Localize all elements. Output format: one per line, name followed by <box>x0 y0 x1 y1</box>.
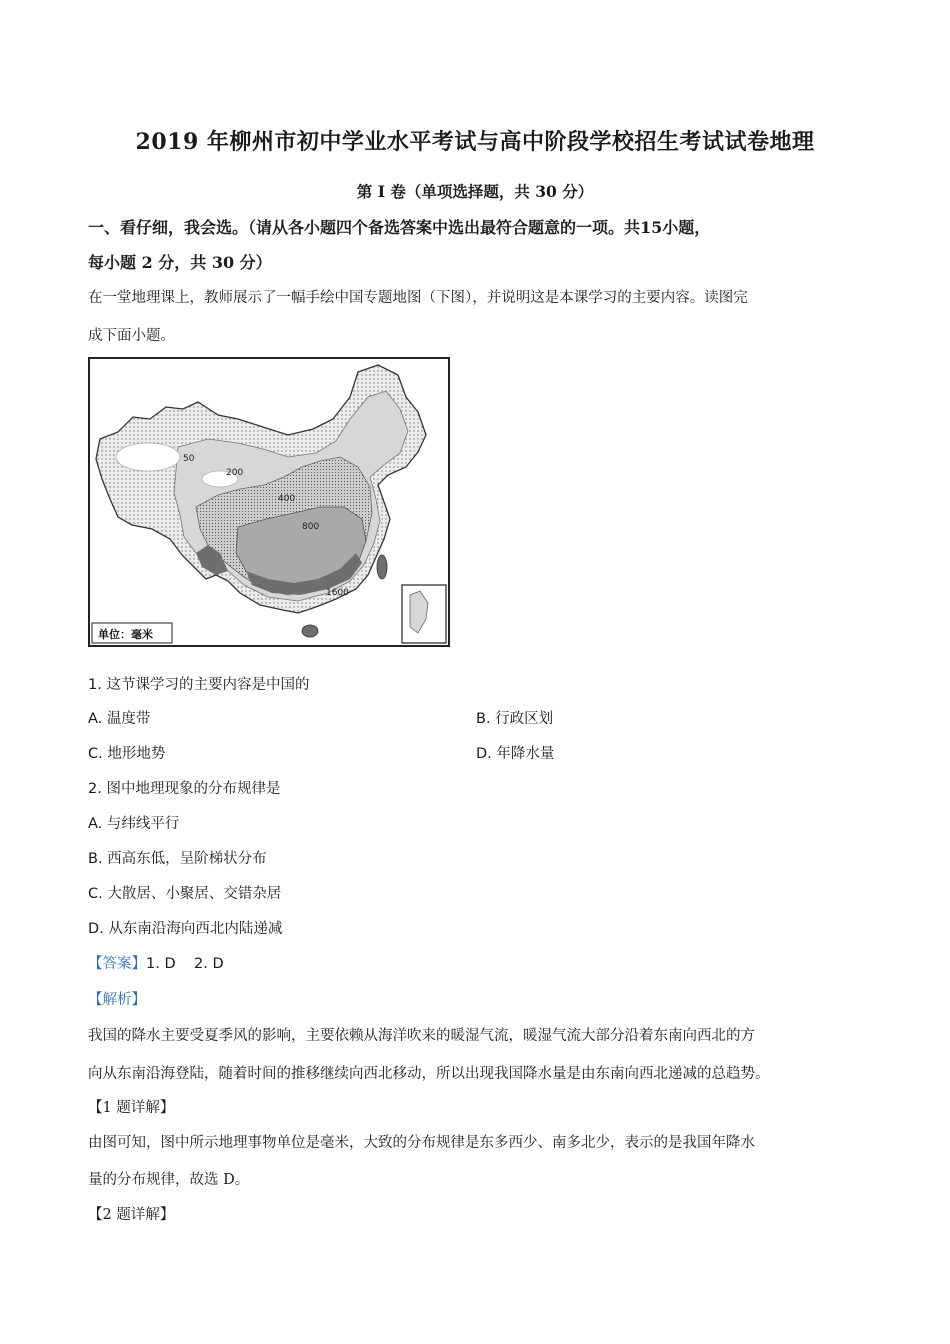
question-stem: 图中地理现象的分布规律是 <box>106 781 281 797</box>
question-stem: 这节课学习的主要内容是中国的 <box>106 677 310 693</box>
option-text: 西高东低，呈阶梯状分布 <box>107 851 267 867</box>
isoline-label: 400 <box>278 494 296 504</box>
answer-line <box>88 952 224 973</box>
china-precipitation-map <box>88 357 450 647</box>
section-heading-line1: 一、看仔细，我会选。（请从各小题四个备选答案中选出最符合题意的一项。共15小题， <box>88 218 711 237</box>
q2-option-c <box>88 882 281 903</box>
option-text: 地形地势 <box>107 746 166 762</box>
document-title: 2019 年柳州市初中学业水平考试与高中阶段学校招生考试试卷地理 <box>135 129 815 155</box>
basin-area <box>116 443 180 471</box>
option-text: 行政区划 <box>495 711 554 727</box>
question-1 <box>88 673 309 694</box>
detail-1-tag: 【1 题详解】 <box>88 1100 175 1116</box>
option-letter: D. <box>476 746 492 762</box>
question-number: 2. <box>88 781 102 797</box>
q1-option-d <box>476 742 554 763</box>
q2-option-b <box>88 847 267 868</box>
option-letter: D. <box>88 921 104 937</box>
option-letter: A. <box>88 816 103 832</box>
question-2 <box>88 777 280 798</box>
detail-1-line2: 量的分布规律，故选 D。 <box>88 1172 250 1188</box>
q2-option-d <box>88 917 282 938</box>
hainan-island <box>302 625 318 637</box>
answer-tag: 【答案】 <box>88 956 146 972</box>
intro-line2: 成下面小题。 <box>88 328 175 344</box>
answer-text: 1. D 2. D <box>146 956 224 972</box>
isoline-label: 200 <box>226 468 244 478</box>
option-text: 与纬线平行 <box>106 816 180 832</box>
unit-label: 单位：毫米 <box>98 628 153 641</box>
detail-1-line1: 由图可知，图中所示地理事物单位是毫米，大致的分布规律是东多西少、南多北少，表示的是我国年降水 <box>88 1135 755 1151</box>
q2-option-a <box>88 812 179 833</box>
detail-2-tag: 【2 题详解】 <box>88 1207 175 1223</box>
option-text: 从东南沿海向西北内陆递减 <box>108 921 283 937</box>
option-text: 大散居、小聚居、交错杂居 <box>107 886 282 902</box>
question-number: 1. <box>88 677 102 693</box>
q1-option-a <box>88 707 150 728</box>
part-title: 第 I 卷（单项选择题，共 30 分） <box>356 182 594 201</box>
option-letter: C. <box>88 886 103 902</box>
option-letter: B. <box>88 851 103 867</box>
analysis-line1: 我国的降水主要受夏季风的影响，主要依赖从海洋吹来的暖湿气流，暖湿气流大部分沿着东南向西北的方 <box>88 1028 755 1044</box>
analysis-tag: 【解析】 <box>88 992 146 1008</box>
taiwan-island <box>377 555 387 579</box>
q1-option-c <box>88 742 165 763</box>
option-letter: B. <box>476 711 491 727</box>
option-letter: A. <box>88 711 103 727</box>
q1-option-b <box>476 707 553 728</box>
intro-line1: 在一堂地理课上，教师展示了一幅手绘中国专题地图（下图），并说明这是本课学习的主要内容。读图完 <box>88 290 748 306</box>
option-letter: C. <box>88 746 103 762</box>
isoline-label: 50 <box>183 454 195 464</box>
section-heading-line2: 每小题 2 分，共 30 分） <box>88 253 272 272</box>
isoline-label: 1600 <box>326 588 349 598</box>
analysis-line2: 向从东南沿海登陆，随着时间的推移继续向西北移动，所以出现我国降水量是由东南向西北递减的总趋势。 <box>88 1066 770 1082</box>
option-text: 年降水量 <box>496 746 555 762</box>
option-text: 温度带 <box>106 711 151 727</box>
isoline-label: 800 <box>302 522 320 532</box>
